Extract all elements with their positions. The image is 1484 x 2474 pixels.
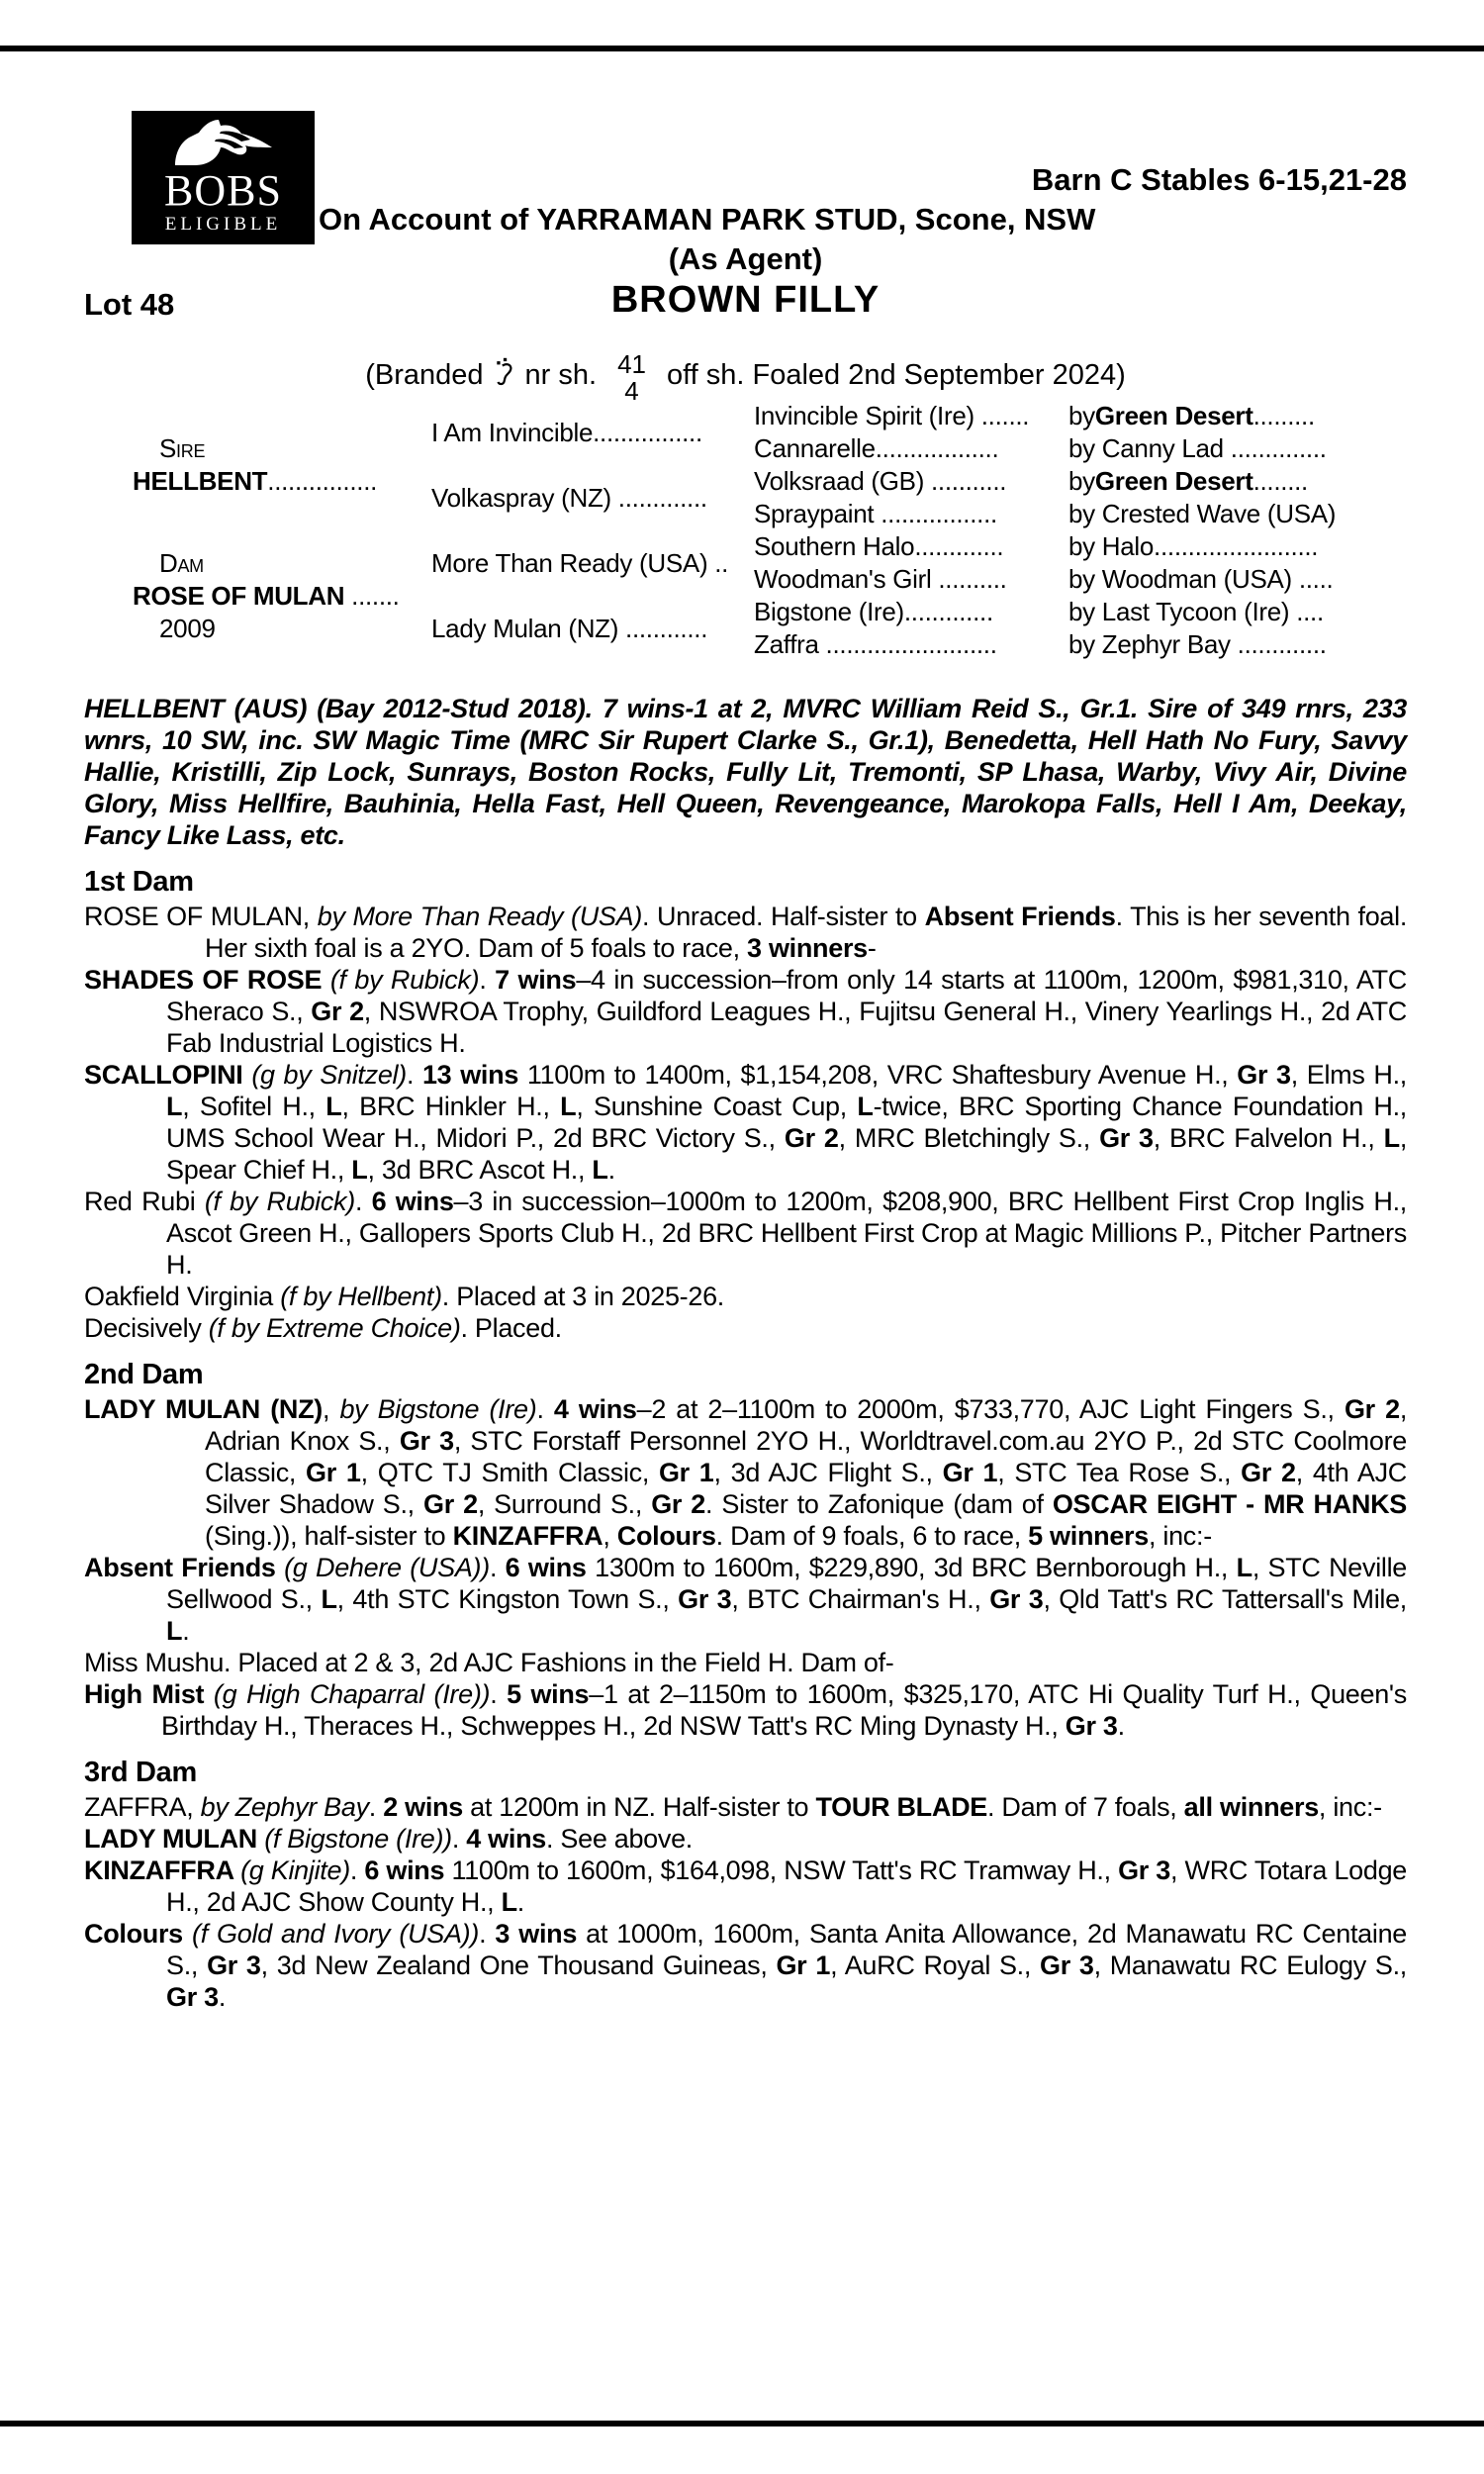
progeny-entry-absent-friends: Absent Friends (g Dehere (USA)). 6 wins 1300m to 1600m, $229,890, 3d BRC Bernborough H., L, STC Neville Sellwood S., L, 4th STC Kingston Town S., Gr 3, BTC Chairman's H., Gr 3, Qld Tatt's RC Tattersall's Mile, L. [84, 1553, 1408, 1646]
dam-name [133, 580, 431, 613]
third-dam-section [84, 1756, 1407, 2013]
gen3-name: Southern Halo............. [754, 531, 1004, 561]
first-dam-section [84, 865, 1407, 1344]
bobs-logo-subtitle: ELIGIBLE [164, 214, 282, 235]
progeny-entry-decisively: Decisively (f by Extreme Choice). Placed. [84, 1313, 562, 1343]
progeny-entry-scallopini: SCALLOPINI (g by Snitzel). 13 wins 1100m to 1400m, $1,154,208, VRC Shaftesbury Avenue H., Gr 3, Elms H., L, Sofitel H., L, BRC Hinkler H., L, Sunshine Coast Cup, L-twice, BRC Sporting Chance Foundation H., UMS School Wear H., Midori P., 2d BRC Victory S., Gr 2, MRC Bletchingly S., Gr 3, BRC Falvelon H., L, Spear Chief H., L, 3d BRC Ascot H., L. [84, 1060, 1408, 1185]
gen3-name: Bigstone (Ire)............. [754, 597, 993, 626]
dam-name-text: ROSE OF MULAN [133, 580, 345, 611]
lot-number: Lot 48 [84, 287, 175, 322]
dam-year: 2009 [159, 613, 216, 643]
progeny-entry-oakfield-virginia: Oakfield Virginia (f by Hellbent). Placed at 3 in 2025-26. [84, 1282, 724, 1311]
dam-label: Dam [159, 547, 204, 578]
gen3-by-sire: by Green Desert ........ [1068, 466, 1308, 496]
sire-summary: HELLBENT (AUS) (Bay 2012-Stud 2018). 7 wins-1 at 2, MVRC William Reid S., Gr.1. Sire of 349 rnrs, 233 wnrs, 10 SW, inc. SW Magic Time (MRC Sir Rupert Clarke S., Gr.1), Benedetta, Hell Hath No Fury, Savvy Hallie, Kristilli, Zip Lock, Sunrays, Boston Rocks, Fully Lit, Tremonti, SP Lhasa, Warby, Vivy Air, Divine Glory, Miss Hellfire, Bauhinia, Hella Fast, Hell Queen, Revengeance, Marokopa Falls, Hell I Am, Deekay, Fancy Like Lass, etc. [84, 694, 1407, 850]
gen3-by-sire: by Halo........................ [1068, 531, 1319, 561]
gen3-by-sire: by Woodman (USA) ..... [1068, 564, 1334, 594]
dam-entry-lady-mulan: LADY MULAN (NZ), by Bigstone (Ire). 4 wins–2 at 2–1100m to 2000m, $733,770, AJC Light Fingers S., Gr 2, Adrian Knox S., Gr 3, STC Forstaff Personnel 2YO H., Worldtravel.com.au 2YO P., 2d STC Coolmore Classic, Gr 1, QTC TJ Smith Classic, Gr 1, 3d AJC Flight S., Gr 1, STC Tea Rose S., Gr 2, 4th AJC Silver Shadow S., Gr 2, Surround S., Gr 2. Sister to Zafonique (dam of OSCAR EIGHT - MR HANKS (Sing.)), half-sister to KINZAFFRA, Colours. Dam of 9 foals, 6 to race, 5 winners, inc:- [84, 1394, 1408, 1551]
progeny-entry-high-mist: High Mist (g High Chaparral (Ire)). 5 wins–1 at 2–1150m to 1600m, $325,170, ATC Hi Quality Turf H., Queen's Birthday H., Theraces H., Schweppes H., 2d NSW Tatt's RC Ming Dynasty H., Gr 3. [84, 1679, 1407, 1741]
barn-line: Barn C Stables 6-15,21-28 [1031, 162, 1407, 197]
sire-name-text: HELLBENT [133, 466, 268, 496]
brand-suffix: off sh. Foaled 2nd September 2024) [666, 358, 1126, 391]
progeny-entry-miss-mushu: Miss Mushu. Placed at 2 & 3, 2d AJC Fashions in the Field H. Dam of- [84, 1648, 894, 1677]
account-line: On Account of YARRAMAN PARK STUD, Scone, NSW [319, 202, 1096, 237]
brand-number-top: 41 [617, 349, 646, 379]
sire-cell [84, 400, 431, 530]
progeny-entry-kinzaffra: KINZAFFRA (g Kinjite). 6 wins 1100m to 1600m, $164,098, NSW Tatt's RC Tramway H., Gr 3, WRC Totara Lodge H., 2d AJC Show County H., L. [84, 1856, 1408, 1917]
body-text [84, 693, 1407, 2013]
gen2-dam-dam: Lady Mulan (NZ) ............ [431, 613, 708, 643]
third-dam-heading: 3rd Dam [84, 1757, 197, 1788]
sire-name [133, 465, 431, 498]
gen3-by-sire: by Crested Wave (USA) [1068, 499, 1337, 528]
brand-number-bottom: 4 [624, 376, 639, 406]
brand-mark-icon [494, 356, 515, 386]
gen3-name: Volksraad (GB) ........... [754, 466, 1007, 496]
progeny-entry-shades-of-rose: SHADES OF ROSE (f by Rubick). 7 wins–4 in succession–from only 14 starts at 1100m, 1200m, $981,310, ATC Sheraco S., Gr 2, NSWROA Trophy, Guildford Leagues H., Fujitsu General H., Vinery Yearlings H., 2d ATC Fab Industrial Logistics H. [84, 965, 1408, 1058]
top-rule [0, 46, 1484, 51]
progeny-entry-lady-mulan: LADY MULAN (f Bigstone (Ire)). 4 wins. See above. [84, 1824, 694, 1854]
brand-nr-shoulder: nr sh. [524, 358, 598, 391]
gen3-name: Zaffra ......................... [754, 629, 997, 659]
second-dam-section [84, 1358, 1407, 1742]
bottom-rule [0, 2421, 1484, 2426]
dam-cell [84, 530, 431, 661]
gen2-sire-dam: Volkaspray (NZ) ............. [431, 482, 707, 513]
bobs-logo [132, 111, 315, 244]
gen3-name: Woodman's Girl .......... [754, 564, 1007, 594]
progeny-entry-red-rubi: Red Rubi (f by Rubick). 6 wins–3 in succession–1000m to 1200m, $208,900, BRC Hellbent First Crop Inglis H., Ascot Green H., Gallopers Sports Club H., 2d BRC Hellbent First Crop at Magic Millions P., Pitcher Partners H. [84, 1187, 1407, 1280]
pedigree-table [84, 400, 1407, 661]
progeny-entry-colours: Colours (f Gold and Ivory (USA)). 3 wins at 1000m, 1600m, Santa Anita Allowance, 2d Manawatu RC Centaine S., Gr 3, 3d New Zealand One Thousand Guineas, Gr 1, AuRC Royal S., Gr 3, Manawatu RC Eulogy S., Gr 3. [84, 1919, 1408, 2012]
brand-prefix: (Branded [365, 358, 484, 391]
second-dam-heading: 2nd Dam [84, 1359, 204, 1390]
gen3-name: Invincible Spirit (Ire) ....... [754, 401, 1030, 430]
sire-leader: ................ [267, 466, 378, 496]
gen3-by-sire: by Zephyr Bay ............. [1068, 629, 1327, 659]
gen3-by-sire: by Last Tycoon (Ire) .... [1068, 597, 1324, 626]
horse-title: BROWN FILLY [610, 279, 881, 321]
gen2-dam-sire: More Than Ready (USA) .. [431, 547, 729, 578]
dam-entry-zaffra: ZAFFRA, by Zephyr Bay. 2 wins at 1200m in NZ. Half-sister to TOUR BLADE. Dam of 7 foals, all winners, inc:- [84, 1792, 1382, 1822]
gen2-sire-sire: I Am Invincible................ [431, 417, 702, 447]
gen3-name: Cannarelle.................. [754, 433, 999, 463]
gen3-by-sire: by Canny Lad .............. [1068, 433, 1327, 463]
gen3-by-sire: by Green Desert ......... [1068, 401, 1315, 430]
sire-label: Sire [159, 433, 206, 463]
gen3-name: Spraypaint ................. [754, 499, 997, 528]
agent-line: (As Agent) [668, 241, 823, 276]
first-dam-heading: 1st Dam [84, 866, 194, 898]
brand-number-fraction [617, 351, 646, 405]
bobs-logo-title: BOBS [164, 166, 282, 215]
dam-entry-rose-of-mulan: ROSE OF MULAN, by More Than Ready (USA). Unraced. Half-sister to Absent Friends. This is her seventh foal. Her sixth foal is a 2YO. Dam of 5 foals to race, 3 winners- [84, 902, 1408, 963]
horse-head-icon [164, 117, 283, 168]
dam-leader: ....... [344, 580, 400, 611]
